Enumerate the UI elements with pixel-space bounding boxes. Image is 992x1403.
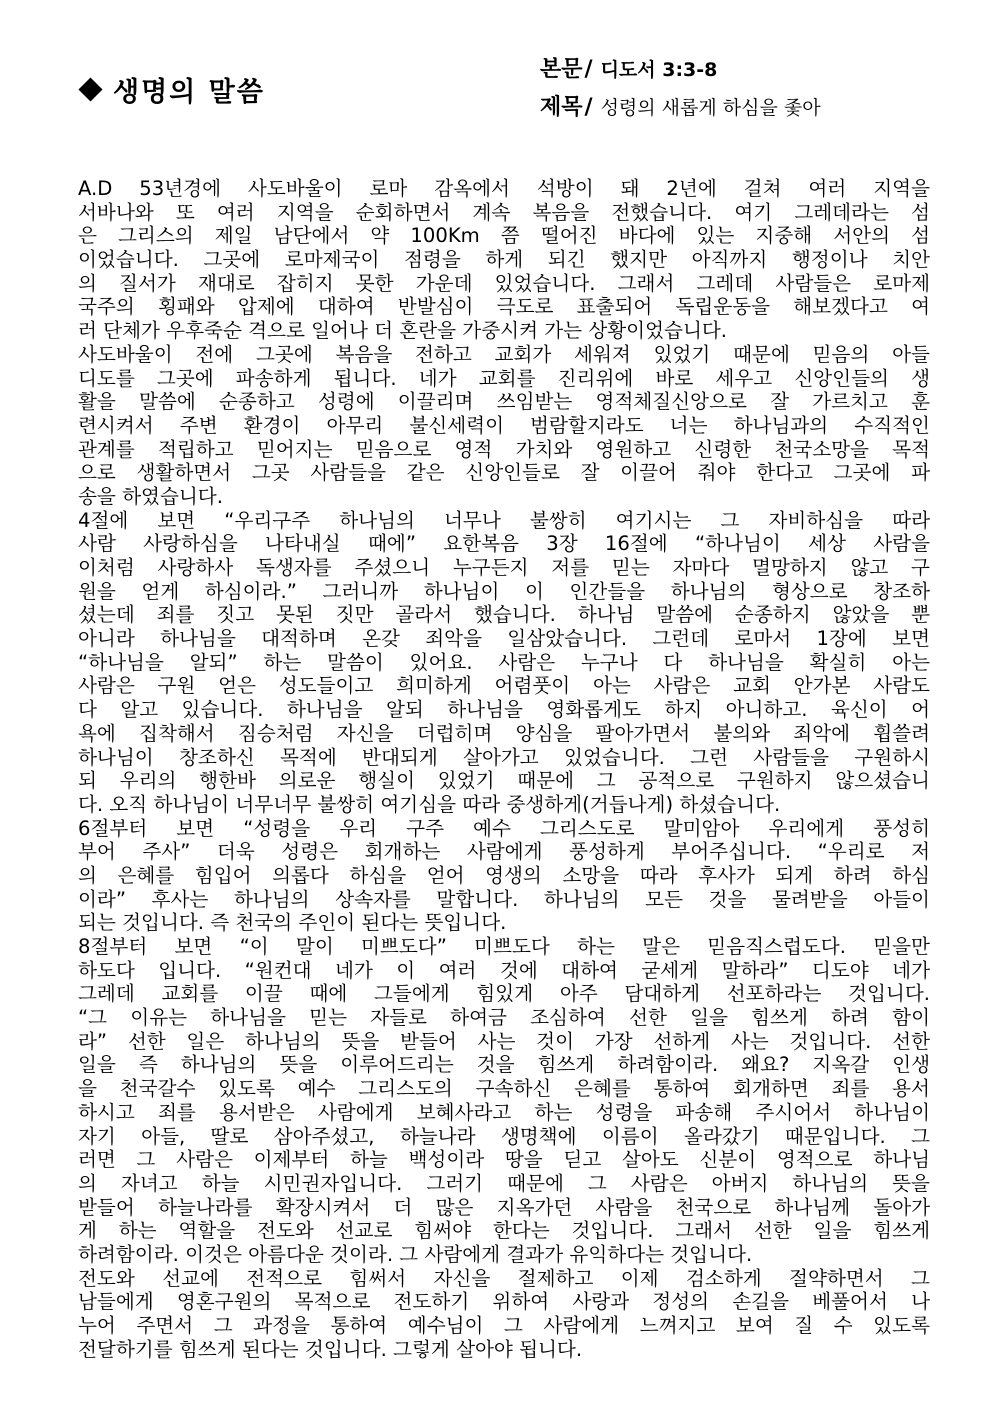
body-line: 일을 즉 하나님의 뜻을 이루어드리는 것을 힘쓰게 하려함이라. 왜요? 지옥갈 인생: [78, 1053, 930, 1077]
scripture-line: [540, 52, 960, 90]
body-line: 다 알고 있습니다. 하나님을 알되 하나님을 영화롭게도 하지 아니하고. 육신이 어: [78, 698, 930, 722]
body-line: 전달하기를 힘쓰게 된다는 것입니다. 그렇게 살아야 됩니다.: [78, 1337, 583, 1361]
diamond-bullet-icon: [78, 77, 102, 101]
body-line: 송을 하였습니다.: [78, 484, 223, 508]
body-line: 하시고 죄를 용서받은 사람에게 보혜사라고 하는 성령을 파송해 주시어서 하나님이: [78, 1100, 930, 1124]
body-line: 아니라 하나님을 대적하며 온갖 죄악을 일삼았습니다. 그런데 로마서 1장에 보면: [78, 627, 930, 651]
sermon-title-label: 제목: [540, 95, 583, 120]
body-line: “하나님을 알되” 하는 말씀이 있어요. 사람은 누구나 다 하나님을 확실히 아는: [78, 650, 930, 674]
body-line: 관계를 적립하고 믿어지는 믿음으로 영적 가치와 영원하고 신령한 천국소망을 목적: [78, 437, 930, 461]
body-line: 러면 그 사람은 이제부터 하늘 백성이라 땅을 딛고 살아도 신분이 영적으로 하나님: [78, 1148, 930, 1172]
title-separator: /: [584, 95, 593, 120]
body-line: 을 천국갈수 있도록 예수 그리스도의 구속하신 은혜를 통하여 회개하면 죄를 용서: [78, 1077, 930, 1101]
body-line: 이었습니다. 그곳에 로마제국이 점령을 하게 되긴 했지만 아직까지 행정이나 치안: [78, 248, 930, 272]
sermon-body: [78, 177, 930, 1361]
body-line: 6절부터 보면 “성령을 우리 구주 예수 그리스도로 말미암아 우리에게 풍성히: [78, 816, 930, 840]
body-line: 되 우리의 행한바 의로운 행실이 있었기 때문에 그 공적으로 구원하지 않으셨습니: [78, 769, 930, 793]
body-line: 다. 오직 하나님이 너무너무 불쌍히 여기심을 따라 중생하게(거듭나게) 하셨습니다.: [78, 792, 781, 816]
body-line: “그 이유는 하나님을 믿는 자들로 하여금 조심하여 선한 일을 힘쓰게 하려 함이: [78, 1006, 930, 1030]
body-line: 부어 주사” 더욱 성령은 회개하는 사람에게 풍성하게 부어주십니다. “우리로 저: [78, 840, 930, 864]
scripture-label: 본문: [540, 57, 583, 82]
body-line: 의 은혜를 힘입어 의롭다 하심을 얻어 영생의 소망을 따라 후사가 되게 하려 하심: [78, 863, 930, 887]
body-line: 셨는데 죄를 짓고 못된 짓만 골라서 했습니다. 하나님 말씀에 순종하지 않았을 뿐: [78, 603, 930, 627]
body-line: 은 그리스의 제일 남단에서 약 100Km 쯤 떨어진 바다에 있는 지중해 서안의 섬: [78, 224, 930, 248]
body-line: 원을 얻게 하심이라.” 그러니까 하나님이 이 인간들을 하나님의 형상으로 창조하: [78, 579, 930, 603]
body-line: 이처럼 사랑하사 독생자를 주셨으니 누구든지 저를 믿는 자마다 멸망하지 않고 구: [78, 556, 930, 579]
body-line: 하도다 입니다. “원컨대 네가 이 여러 것에 대하여 굳세게 말하라” 디도야 네가: [78, 958, 930, 982]
body-line: 8절부터 보면 “이 말이 미쁘도다” 미쁘도다 하는 말은 믿음직스럽도다. 믿을만: [78, 935, 930, 958]
body-line: 자기 아들, 딸로 삼아주셨고, 하늘나라 생명책에 이름이 올라갔기 때문입니다. 그: [78, 1124, 930, 1148]
body-line: 누어 주면서 그 과정을 통하여 예수님이 그 사람에게 느껴지고 보여 질 수 있도록: [78, 1314, 930, 1337]
sermon-reference: [540, 52, 960, 128]
body-line: 라” 선한 일은 하나님의 뜻을 받들어 사는 것이 가장 선하게 사는 것입니다. 선한: [78, 1029, 930, 1053]
body-line: 그레데 교회를 이끌 때에 그들에게 힘있게 아주 담대하게 선포하라는 것입니다.: [78, 982, 930, 1006]
body-line: 이라” 후사는 하나님의 상속자를 말합니다. 하나님의 모든 것을 물려받을 아들이: [78, 887, 930, 911]
body-line: 남들에게 영혼구원의 목적으로 전도하기 위하여 사랑과 정성의 손길을 베풀어서 나: [78, 1290, 930, 1314]
body-line: 디도를 그곳에 파송하게 됩니다. 네가 교회를 진리위에 바로 세우고 신앙인들의 생: [78, 366, 930, 390]
body-line: 받들어 하늘나라를 확장시켜서 더 많은 지옥가던 사람을 천국으로 하나님께 돌아가: [78, 1195, 930, 1219]
body-line: 하나님이 창조하신 목적에 반대되게 살아가고 있었습니다. 그런 사람들을 구원하시: [78, 745, 930, 769]
body-line: 되는 것입니다. 즉 천국의 주인이 된다는 뜻입니다.: [78, 911, 507, 935]
section-title: 생명의 말씀: [113, 77, 265, 108]
body-line: 련시켜서 주변 환경이 아무리 불신세력이 범람할지라도 너는 하나님과의 수직적인: [78, 413, 930, 437]
body-line: 활을 말씀에 순종하고 성령에 이끌리며 쓰임받는 영적체질신앙으로 잘 가르치고 훈: [78, 390, 930, 414]
scripture-separator: /: [584, 57, 593, 82]
body-line: A.D 53년경에 사도바울이 로마 감옥에서 석방이 돼 2년에 걸쳐 여러 지역을: [78, 177, 930, 200]
body-line: 의 자녀고 하늘 시민권자입니다. 그러기 때문에 그 사람은 아버지 하나님의 뜻을: [78, 1171, 930, 1195]
sermon-title-value: 성령의 새롭게 하심을 좇아: [600, 97, 821, 119]
body-line: 사람은 구원 얻은 성도들이고 희미하게 어렴풋이 아는 사람은 교회 안가본 사람도: [78, 674, 930, 698]
body-line: 욕에 집착해서 짐승처럼 자신을 더럽히며 양심을 팔아가면서 불의와 죄악에 휩쓸려: [78, 721, 930, 745]
body-line: 게 하는 역할을 전도와 선교로 힘써야 한다는 것입니다. 그래서 선한 일을 힘쓰게: [78, 1219, 930, 1243]
body-line: 으로 생활하면서 그곳 사람들을 같은 신앙인들로 잘 이끌어 줘야 한다고 그곳에 파: [78, 461, 930, 485]
body-line: 전도와 선교에 전적으로 힘써서 자신을 절제하고 이제 검소하게 절약하면서 그: [78, 1266, 930, 1290]
body-line: 사람 사랑하심을 나타내실 때에” 요한복음 3장 16절에 “하나님이 세상 사람을: [78, 532, 930, 556]
body-line: 4절에 보면 “우리구주 하나님의 너무나 불쌍히 여기시는 그 자비하심을 따라: [78, 508, 930, 532]
section-header: [76, 70, 265, 109]
body-line: 사도바울이 전에 그곳에 복음을 전하고 교회가 세워져 있었기 때문에 믿음의 아들: [78, 342, 930, 366]
body-line: 의 질서가 재대로 잡히지 못한 가운데 있었습니다. 그래서 그레데 사람들은 로마제: [78, 271, 930, 295]
body-line: 국주의 횡패와 압제에 대하여 반발심이 극도로 표출되어 독립운동을 해보겠다고 여: [78, 295, 930, 319]
body-line: 서바나와 또 여러 지역을 순회하면서 계속 복음을 전했습니다. 여기 그레데라는 섬: [78, 200, 930, 224]
title-line: [540, 90, 960, 128]
scripture-value: 디도서 3:3-8: [600, 59, 718, 81]
body-line: 하려함이라. 이것은 아름다운 것이라. 그 사람에게 결과가 유익하다는 것입니다.: [78, 1242, 753, 1266]
body-line: 러 단체가 우후죽순 격으로 일어나 더 혼란을 가중시켜 가는 상황이었습니다.: [78, 319, 728, 343]
